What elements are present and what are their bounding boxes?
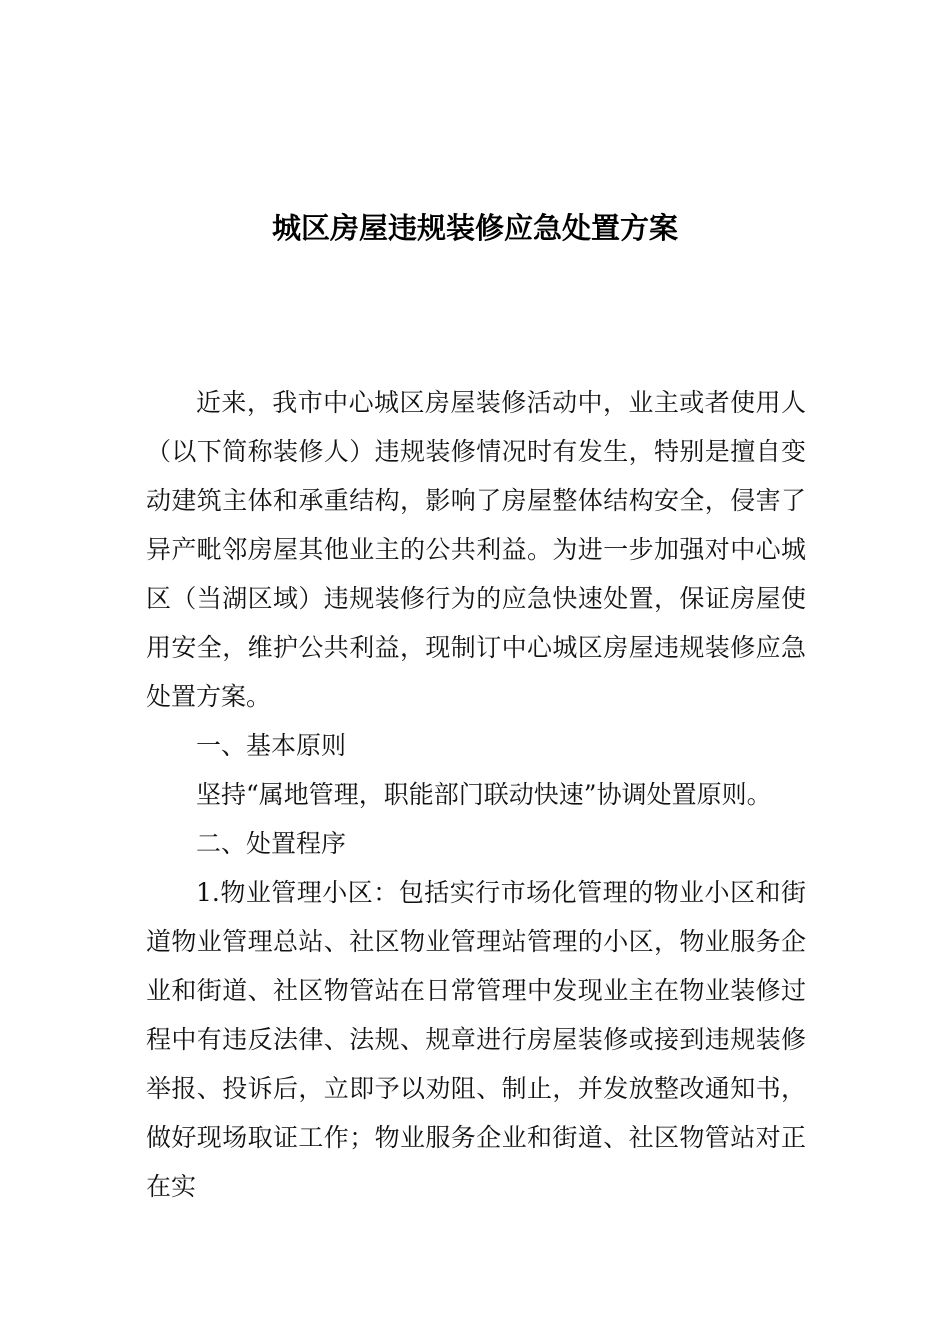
document-title: 城区房屋违规装修应急处置方案 (271, 211, 678, 245)
section-heading-procedure: 二、处置程序 (196, 829, 347, 858)
section-heading-basic-principles: 一、基本原则 (196, 731, 347, 760)
document-body (146, 378, 806, 1211)
paragraph-principle: 坚持“属地管理，职能部门联动快速”协调处置原则。 (196, 780, 772, 809)
paragraph-procedure-1: 1.物业管理小区：包括实行市场化管理的物业小区和街道物业管理总站、社区物业管理站管理的小区，物业服务企业和街道、社区物管站在日常管理中发现业主在物业装修过程中有违反法律、法规、规章进行房屋装修或接到违规装修举报、投诉后，立即予以劝阻、制止，并发放整改通知书，做好现场取证工作；物业服务企业和街道、社区物管站对正在实 (146, 878, 806, 1201)
paragraph-intro: 近来，我市中心城区房屋装修活动中，业主或者使用人（以下简称装修人）违规装修情况时有发生，特别是擅自变动建筑主体和承重结构，影响了房屋整体结构安全，侵害了异产毗邻房屋其他业主的公共利益。为进一步加强对中心城区（当湖区域）违规装修行为的应急快速处置，保证房屋使用安全，维护公共利益，现制订中心城区房屋违规装修应急处置方案。 (146, 388, 806, 711)
